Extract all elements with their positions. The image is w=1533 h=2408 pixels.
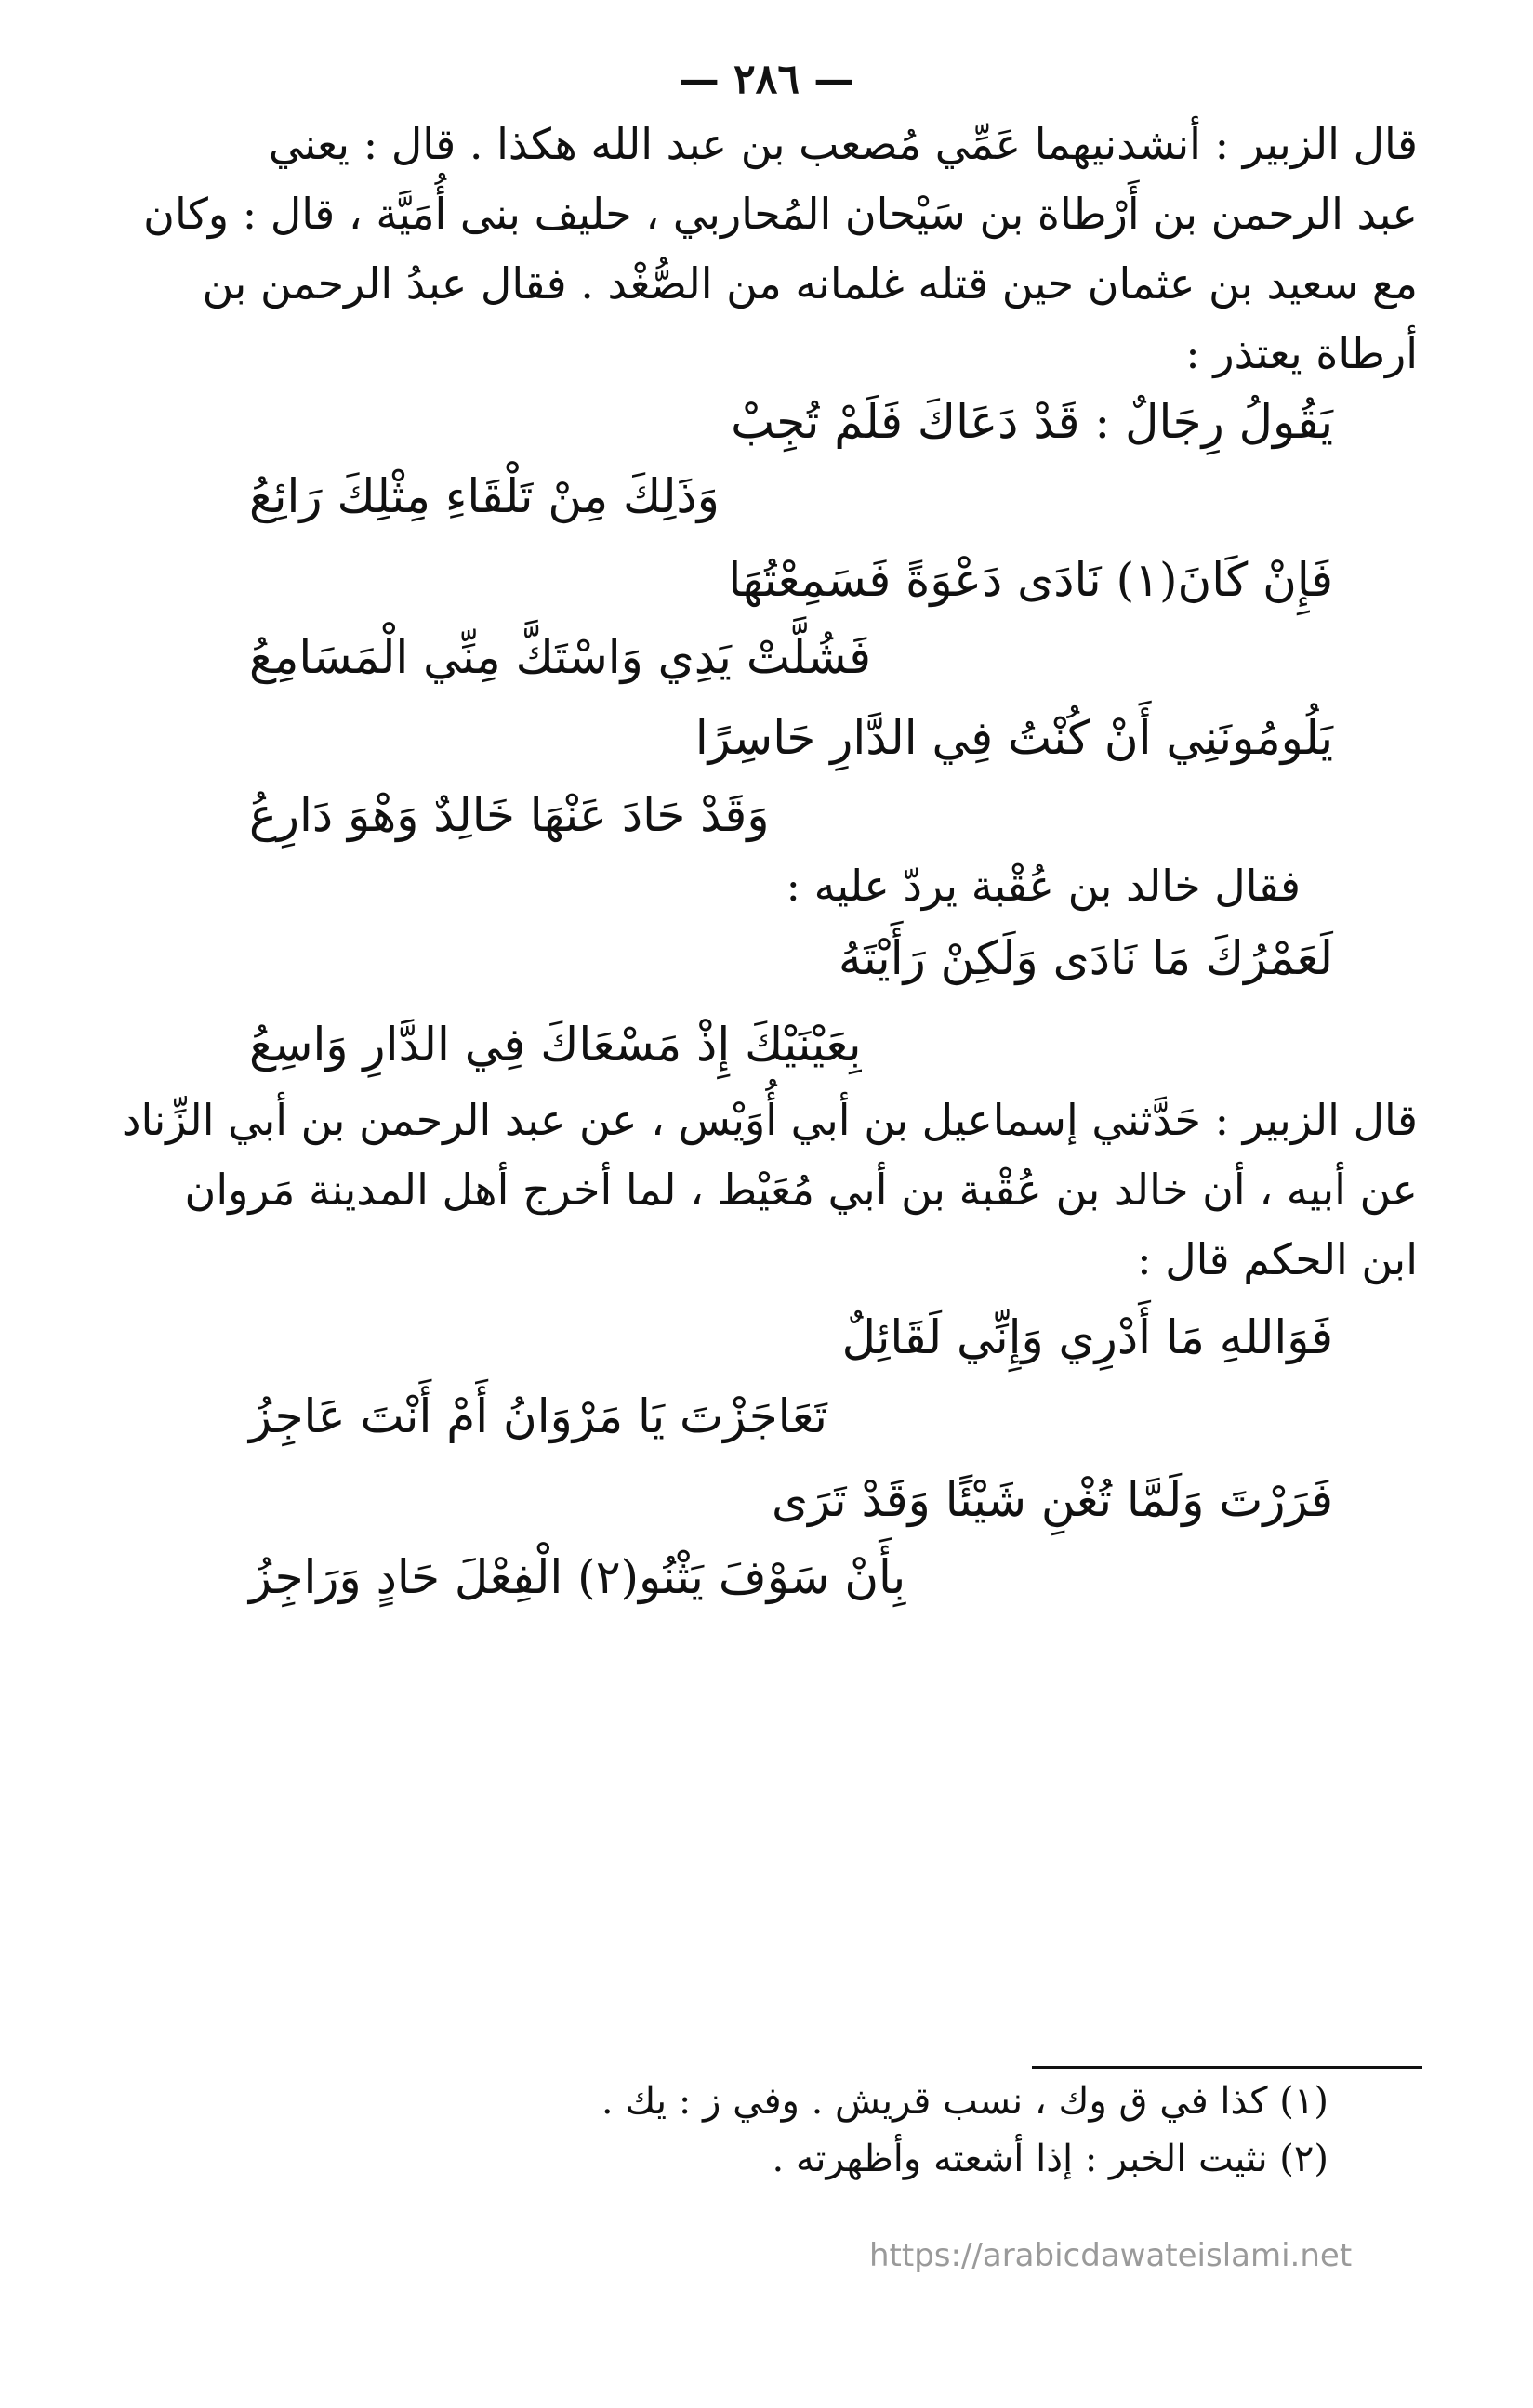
verse-hemistich: بِأَنْ سَوْفَ يَثْنُو(٢) الْفِعْلَ حَادٍ وَرَاجِزُ [249,1550,906,1604]
verse-hemistich: وَذَلِكَ مِنْ تَلْقَاءِ مِثْلِكَ رَائِعُ [249,469,720,523]
verse-hemistich: وَقَدْ حَادَ عَنْهَا خَالِدٌ وَهْوَ دَارِعُ [249,788,770,842]
paragraph-line: ابن الحكم قال : [1137,1234,1418,1284]
paragraph-line: فقال خالد بن عُقْبة يردّ عليه : [786,861,1301,911]
verse-hemistich: بِعَيْنَيْكَ إِذْ مَسْعَاكَ فِي الدَّارِ وَاسِعُ [249,1018,862,1072]
verse-hemistich: فَرَرْتَ وَلَمَّا تُغْنِ شَيْئًا وَقَدْ تَرَى [771,1473,1333,1527]
page-number: — ٢٨٦ — [678,56,855,103]
verse-hemistich: لَعَمْرُكَ مَا نَادَى وَلَكِنْ رَأَيْتَهُ [838,931,1333,985]
paragraph-line: قال الزبير : أنشدنيهما عَمِّي مُصعب بن عبد الله هكذا . قال : يعني [268,119,1418,169]
footnote-separator [1032,2066,1422,2069]
paragraph-line: عن أبيه ، أن خالد بن عُقْبة بن أبي مُعَيْط ، لما أخرج أهل المدينة مَروان [184,1165,1418,1215]
watermark-url: https://arabicdawateislami.net [869,2237,1353,2274]
paragraph-line: أرطاة يعتذر : [1185,328,1418,378]
verse-hemistich: فَإِنْ كَانَ(١) نَادَى دَعْوَةً فَسَمِعْتُهَا [728,553,1333,607]
paragraph-line: مع سعيد بن عثمان حين قتله غلمانه من الصُّغْد . فقال عبدُ الرحمن بن [202,258,1418,309]
verse-hemistich: فَشُلَّتْ يَدِي وَاسْتَكَّ مِنِّي الْمَسَامِعُ [249,630,871,684]
footnote: (٢) نثيت الخبر : إذا أشعته وأظهرته . [772,2138,1328,2180]
verse-hemistich: يَقُولُ رِجَالٌ : قَدْ دَعَاكَ فَلَمْ تُجِبْ [731,395,1333,449]
footnote: (١) كذا في ق وك ، نسب قريش . وفي ز : يك . [601,2080,1328,2123]
paragraph-line: قال الزبير : حَدَّثني إسماعيل بن أبي أُوَيْس ، عن عبد الرحمن بن أبي الزِّناد [122,1095,1418,1145]
paragraph-line: عبد الرحمن بن أَرْطاة بن سَيْحان المُحاربي ، حليف بنى أُمَيَّة ، قال : وكان [143,189,1418,239]
verse-hemistich: يَلُومُونَنِي أَنْ كُنْتُ فِي الدَّارِ حَاسِرًا [694,711,1333,765]
verse-hemistich: فَوَاللهِ مَا أَدْرِي وَإِنِّي لَقَائِلٌ [841,1310,1333,1364]
verse-hemistich: تَعَاجَزْتَ يَا مَرْوَانُ أَمْ أَنْتَ عَاجِزُ [249,1389,827,1443]
